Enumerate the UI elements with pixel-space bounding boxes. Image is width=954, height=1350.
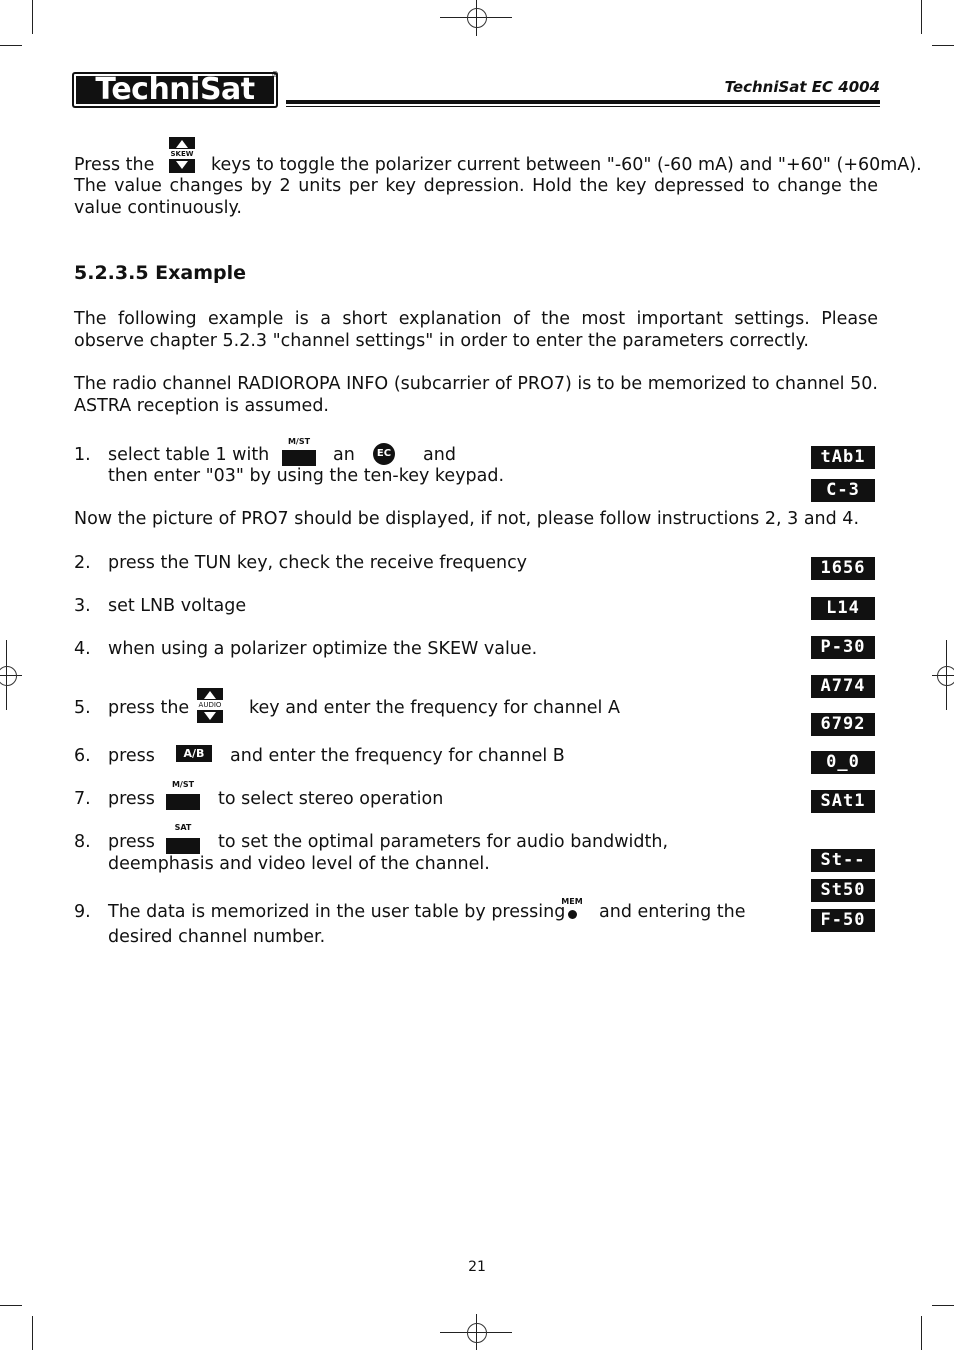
registration-mark <box>467 1323 487 1343</box>
sat-key-icon <box>166 838 200 854</box>
crop-mark <box>921 1316 922 1350</box>
crop-mark <box>932 1305 954 1306</box>
ab-key-icon: A/B <box>176 745 212 762</box>
crop-mark <box>932 45 954 46</box>
step-text: press <box>108 746 155 766</box>
crop-mark <box>0 45 22 46</box>
header-rule-thin <box>286 106 880 107</box>
step-text: press <box>108 789 155 809</box>
crop-mark <box>32 1316 33 1350</box>
step-text: an <box>333 445 355 465</box>
page-number: 21 <box>468 1259 486 1275</box>
step-text: press <box>108 832 155 852</box>
ec-button-icon: EC <box>373 443 395 465</box>
paragraph-example: The following example is a short explanation of the most important settings. Please observe chapter 5.2.3 "channel settings" in order to enter the parameters correctly. <box>74 309 878 351</box>
mst-key-label: M/ST <box>171 780 195 789</box>
note-text: Now the picture of PRO7 should be displayed, if not, please follow instructions 2, 3 and 4. <box>74 509 860 529</box>
intro-paragraph: The value changes by 2 units per key depression. Hold the key depressed to change the value continuously. <box>74 176 878 218</box>
step-text: deemphasis and video level of the channel. <box>108 854 490 874</box>
lcd-display: tAb1 <box>811 446 875 469</box>
technisat-logo: TechniSat <box>72 72 278 108</box>
lcd-display: 0_0 <box>811 751 875 774</box>
lcd-display: 1656 <box>811 557 875 580</box>
step-text: and <box>423 445 456 465</box>
step-text: to select stereo operation <box>218 789 444 809</box>
step-number: 6. <box>74 746 91 766</box>
lcd-display: F-50 <box>811 909 875 932</box>
step-number: 2. <box>74 553 91 573</box>
step-text: and enter the frequency for channel B <box>230 746 565 766</box>
lcd-display: 6792 <box>811 713 875 736</box>
step-number: 1. <box>74 445 91 465</box>
mst-key-label: M/ST <box>287 437 311 446</box>
lcd-display: St-- <box>811 849 875 872</box>
crop-mark <box>32 0 33 34</box>
step-text: press the <box>108 698 190 718</box>
step-number: 9. <box>74 902 91 922</box>
section-heading: 5.2.3.5 Example <box>74 262 247 284</box>
step-number: 3. <box>74 596 91 616</box>
mst-key-icon <box>166 794 200 810</box>
lcd-display: A774 <box>811 675 875 698</box>
step-text: then enter "03" by using the ten-key keypad. <box>108 466 505 486</box>
registration-mark <box>937 666 954 686</box>
document-title: TechniSat EC 4004 <box>724 78 880 96</box>
step-text: The data is memorized in the user table by pressing <box>108 902 566 922</box>
step-text: and entering the <box>599 902 746 922</box>
sat-key-label: SAT <box>174 823 192 832</box>
step-text: key and enter the frequency for channel A <box>249 698 620 718</box>
step-text: select table 1 with <box>108 445 270 465</box>
registration-mark <box>0 666 17 686</box>
intro-text-end: keys to toggle the polarizer current between "-60" (-60 mA) and "+60" (+60mA). <box>211 155 922 175</box>
paragraph-radio-channel: The radio channel RADIOROPA INFO (subcarrier of PRO7) is to be memorized to channel 50. ASTRA reception is assumed. <box>74 374 878 416</box>
lcd-display: C-3 <box>811 479 875 502</box>
lcd-display: P-30 <box>811 636 875 659</box>
lcd-display: SAt1 <box>811 790 875 813</box>
crop-mark <box>0 1305 22 1306</box>
audio-key-icon <box>197 688 223 723</box>
step-number: 8. <box>74 832 91 852</box>
lcd-display: L14 <box>811 597 875 620</box>
mst-key-icon <box>282 450 316 466</box>
skew-key-icon <box>169 137 195 173</box>
crop-mark <box>921 0 922 34</box>
step-text: desired channel number. <box>108 927 326 947</box>
intro-text-start: Press the <box>74 155 155 175</box>
mem-key-icon <box>568 910 577 919</box>
step-number: 7. <box>74 789 91 809</box>
lcd-display: St50 <box>811 879 875 902</box>
step-text: to set the optimal parameters for audio bandwidth, <box>218 832 669 852</box>
step-text: set LNB voltage <box>108 596 247 616</box>
step-text: when using a polarizer optimize the SKEW value. <box>108 639 538 659</box>
step-text: press the TUN key, check the receive frequency <box>108 553 528 573</box>
skew-label: SKEW <box>170 150 194 158</box>
step-number: 4. <box>74 639 91 659</box>
registered-mark: ® <box>271 70 279 79</box>
registration-mark <box>467 8 487 28</box>
step-number: 5. <box>74 698 91 718</box>
audio-label: AUDIO <box>198 701 222 709</box>
header-rule <box>286 100 880 104</box>
mem-key-label: MEM <box>561 897 583 906</box>
